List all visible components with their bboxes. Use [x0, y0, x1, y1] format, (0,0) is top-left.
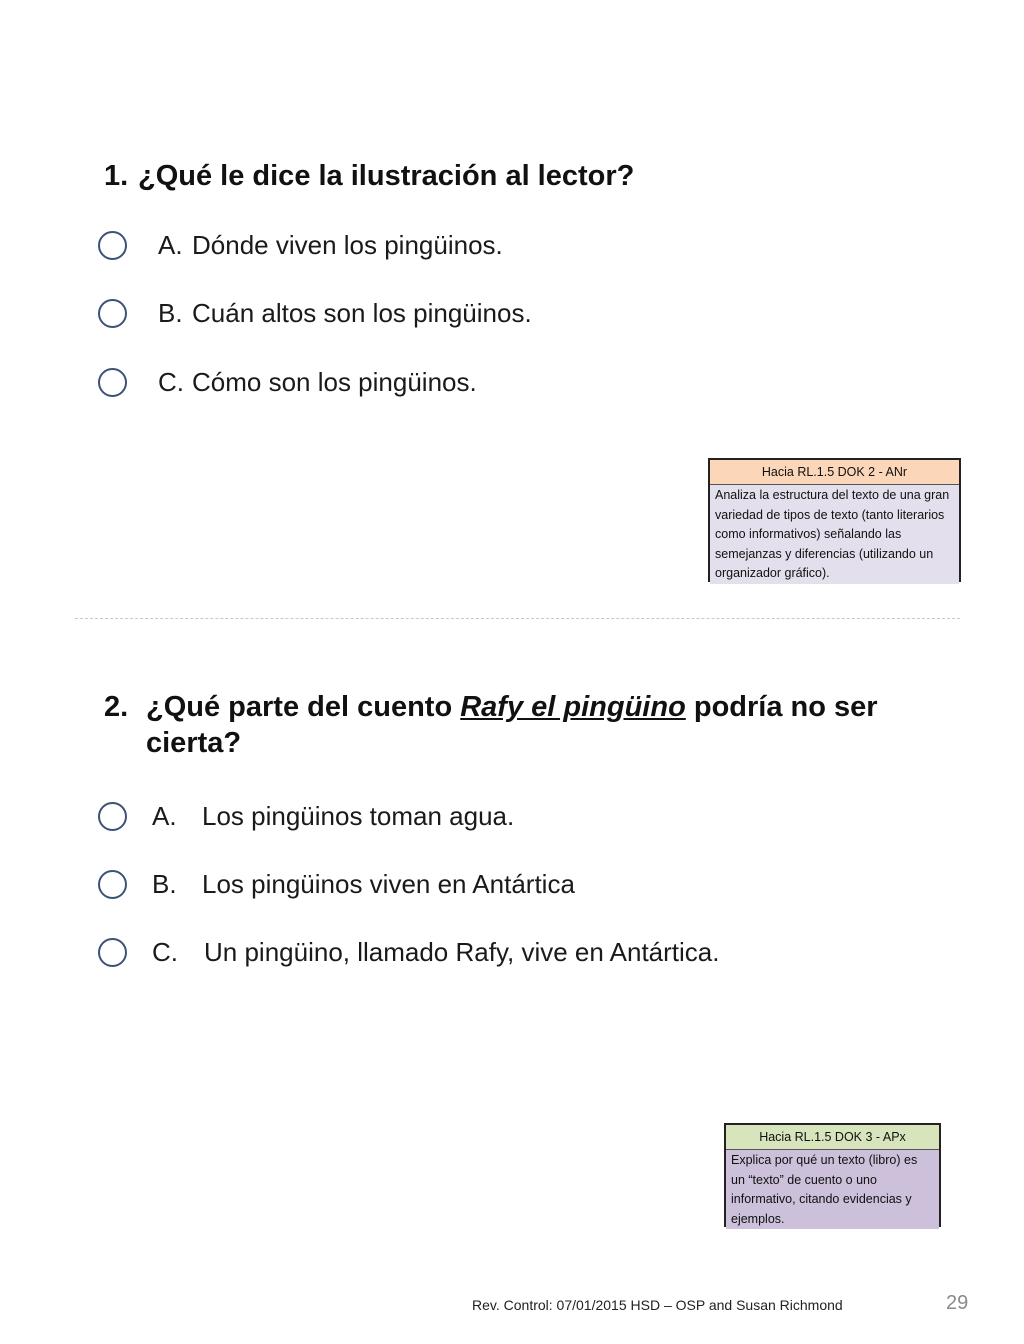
page-number: 29 — [946, 1292, 969, 1314]
radio-button-icon[interactable] — [98, 368, 127, 397]
option-letter: A. — [152, 800, 177, 831]
question-1-text: ¿Qué le dice la ilustración al lector? — [138, 160, 635, 192]
standard-box-2 — [724, 1123, 941, 1227]
radio-button-icon[interactable] — [98, 231, 127, 260]
standard-box-1-body: Analiza la estructura del texto de una gran variedad de tipos de texto (tanto literarios como informativos) señalando las semejanzas y diferencias (utilizando un organizador gráfico). — [710, 485, 959, 584]
question-2-text-before: ¿Qué parte del cuento — [146, 691, 453, 723]
option-letter: C. — [158, 366, 184, 397]
question-2-option-c[interactable] — [98, 934, 719, 970]
option-text: Los pingüinos toman agua. — [202, 800, 515, 831]
option-letter: A. — [158, 229, 183, 260]
question-1-option-c[interactable] — [98, 364, 477, 400]
question-2-option-a[interactable] — [98, 798, 514, 834]
option-text: Cuán altos son los pingüinos. — [192, 297, 532, 328]
section-divider — [75, 618, 960, 619]
option-text: Un pingüino, llamado Rafy, vive en Antártica. — [204, 936, 720, 967]
radio-button-icon[interactable] — [98, 870, 127, 899]
option-letter: C. — [152, 936, 178, 967]
question-1-prompt — [104, 158, 924, 194]
question-2-text-after: podría no ser cierta? — [146, 691, 878, 759]
revision-footer: Rev. Control: 07/01/2015 HSD – OSP and Susan Richmond — [472, 1297, 843, 1313]
radio-button-icon[interactable] — [98, 938, 127, 967]
question-1-number: 1. — [104, 160, 129, 192]
standard-box-2-body: Explica por qué un texto (libro) es un “texto” de cuento o uno informativo, citando evidencias y ejemplos. — [726, 1150, 939, 1229]
question-1-option-b[interactable] — [98, 295, 532, 331]
option-text: Dónde viven los pingüinos. — [192, 229, 503, 260]
standard-box-1-header: Hacia RL.1.5 DOK 2 - ANr — [710, 460, 959, 485]
question-1-option-a[interactable] — [98, 227, 503, 263]
radio-button-icon[interactable] — [98, 802, 127, 831]
question-2-prompt — [104, 689, 924, 761]
option-letter: B. — [158, 297, 183, 328]
option-text: Los pingüinos viven en Antártica — [202, 868, 575, 899]
standard-box-2-header: Hacia RL.1.5 DOK 3 - APx — [726, 1125, 939, 1150]
radio-button-icon[interactable] — [98, 299, 127, 328]
option-letter: B. — [152, 868, 177, 899]
story-title: Rafy el pingüino — [460, 691, 686, 723]
standard-box-1 — [708, 458, 961, 582]
question-2-option-b[interactable] — [98, 866, 575, 902]
question-2-number: 2. — [104, 691, 129, 723]
option-text: Cómo son los pingüinos. — [192, 366, 477, 397]
